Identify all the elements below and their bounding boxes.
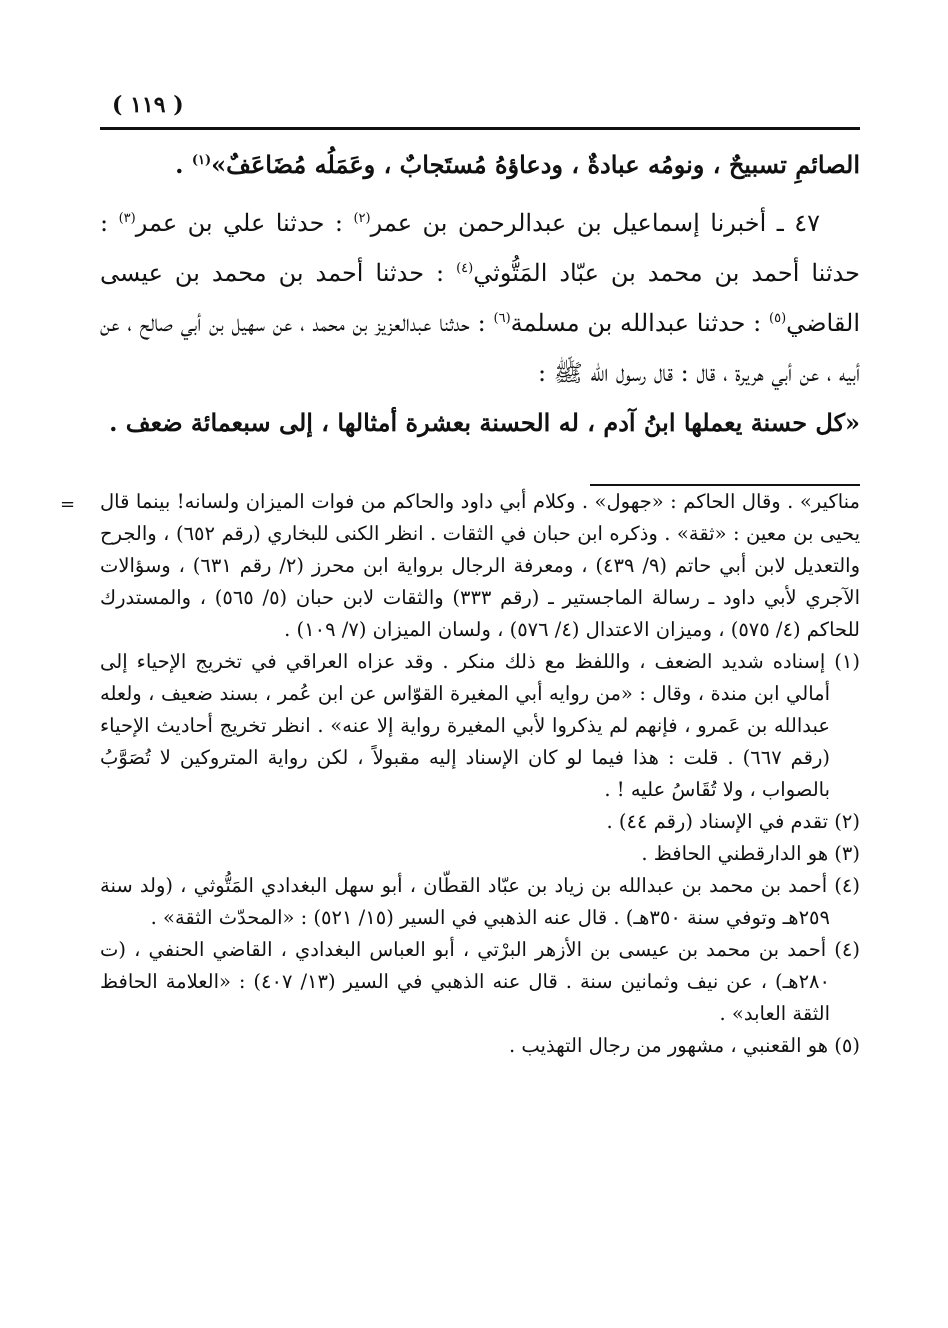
footnote-continuation: مناكير» . وقال الحاكم : «جهول» . وكلام أبي داود والحاكم من فوات الميزان ولسانه! بينما قال يحيى بن معين : «ثقة» . وذكره ابن حبان في الثقات . انظر الكنى للبخاري (رقم ٦٥٢) ، والجرح والتعديل لابن أبي حاتم (٩/ ٤٣٩) ، ومعرفة الرجال برواية ابن محرز (٢/ رقم ٦٣١) ، وسؤالات الآجري لأبي داود ـ رسالة الماجستير ـ (رقم ٣٣٣) والثقات لابن حبان (٥/ ٥٦٥) ، والمستدرك للحاكم (٤/ ٥٧٥) ، وميزان الاعتدال (٤/ ٥٧٦) ، ولسان الميزان (٧/ ١٠٩) . bbox=[100, 490, 860, 641]
isnad-part-6: : حدثنا عبدالعزيز بن محمد ، عن سهيل بن أبي صالح ، عن أبيه ، عن أبي هريرة ، قال : قال رسول الله ﷺ : bbox=[100, 309, 860, 387]
footnotes bbox=[100, 486, 860, 1062]
footnote-ref-2: (٢) bbox=[353, 211, 371, 226]
footnote-4b: (٤) أحمد بن محمد بن عيسى بن الأزهر البرْتي ، أبو العباس البغدادي ، القاضي الحنفي ، (ت ٢٨٠هـ) ، عن نيف وثمانين سنة . قال عنه الذهبي في السير (١٣/ ٤٠٧) : «العلامة الحافظ الثقة العابد» . bbox=[100, 938, 860, 1025]
footnote-ref-5: (٥) bbox=[769, 311, 787, 326]
isnad-part-3: : حدثنا أحمد بن محمد بن عبّاد المَتُّوثي bbox=[100, 209, 860, 287]
main-text bbox=[100, 140, 860, 448]
footnote-ref-1: (١) bbox=[191, 153, 212, 168]
footnote-ref-3: (٣) bbox=[118, 211, 136, 226]
lead-end: . bbox=[175, 150, 184, 179]
footnote-1: (١) إسناده شديد الضعف ، واللفظ مع ذلك منكر . وقد عزاه العراقي في تخريج الإحياء إلى أمالي ابن مندة ، وقال : «من روايه أبي المغيرة القوّاس عن ابن عُمر ، بسند ضعيف ، ولعله عبدالله بن عَمرو ، فإنهم لم يذكروا لأبي المغيرة رواية إلا عنه» . انظر تخريج أحاديث الإحياء (رقم ٦٦٧) . قلت : هذا فيما لو كان الإسناد إليه مقبولاً ، لكن رواية المتروكين لا تُصَوَّبُ بالصواب ، ولا تُقَاسُ عليه ! . bbox=[100, 650, 860, 801]
footnote-5: (٥) هو القعنبي ، مشهور من رجال التهذيب . bbox=[508, 1034, 860, 1057]
isnad-part-2: : حدثنا علي بن عمر bbox=[135, 209, 354, 237]
hadith-47-text: «كل حسنة يعملها ابنُ آدم ، له الحسنة بعشرة أمثالها ، إلى سبعمائة ضعف . bbox=[109, 408, 860, 437]
lead-line bbox=[100, 140, 860, 190]
isnad-part-1: ٤٧ ـ أخبرنا إسماعيل بن عبدالرحمن بن عمر bbox=[370, 209, 821, 237]
header-rule bbox=[100, 127, 860, 130]
isnad-part-4: : حدثنا أحمد بن محمد بن عيسى القاضي bbox=[100, 259, 860, 337]
footnote-4a: (٤) أحمد بن محمد بن عبدالله بن زياد بن عبّاد القطّان ، أبو سهل البغدادي المَتُّوثي ، (ولد سنة ٢٥٩هـ وتوفي سنة ٣٥٠هـ) . قال عنه الذهبي في السير (١٥/ ٥٢١) : «المحدّث الثقة» . bbox=[100, 874, 860, 929]
lead-text: الصائمِ تسبيحٌ ، ونومُه عبادةٌ ، ودعاؤهُ مُستَجابٌ ، وعَمَلُه مُضَاعَفٌ» bbox=[211, 150, 860, 179]
page-number: ( ١١٩ ) bbox=[112, 92, 184, 118]
footnote-ref-6: (٦) bbox=[493, 311, 511, 326]
footnote-2: (٢) تقدم في الإسناد (رقم ٤٤) . bbox=[606, 810, 860, 833]
footnote-ref-4: (٤) bbox=[456, 261, 474, 276]
hadith-47-isnad bbox=[100, 198, 860, 398]
footnote-3: (٣) هو الدارقطني الحافظ . bbox=[641, 842, 860, 865]
isnad-part-5: : حدثنا عبدالله بن مسلمة bbox=[510, 309, 770, 337]
continuation-mark: = bbox=[60, 494, 76, 515]
